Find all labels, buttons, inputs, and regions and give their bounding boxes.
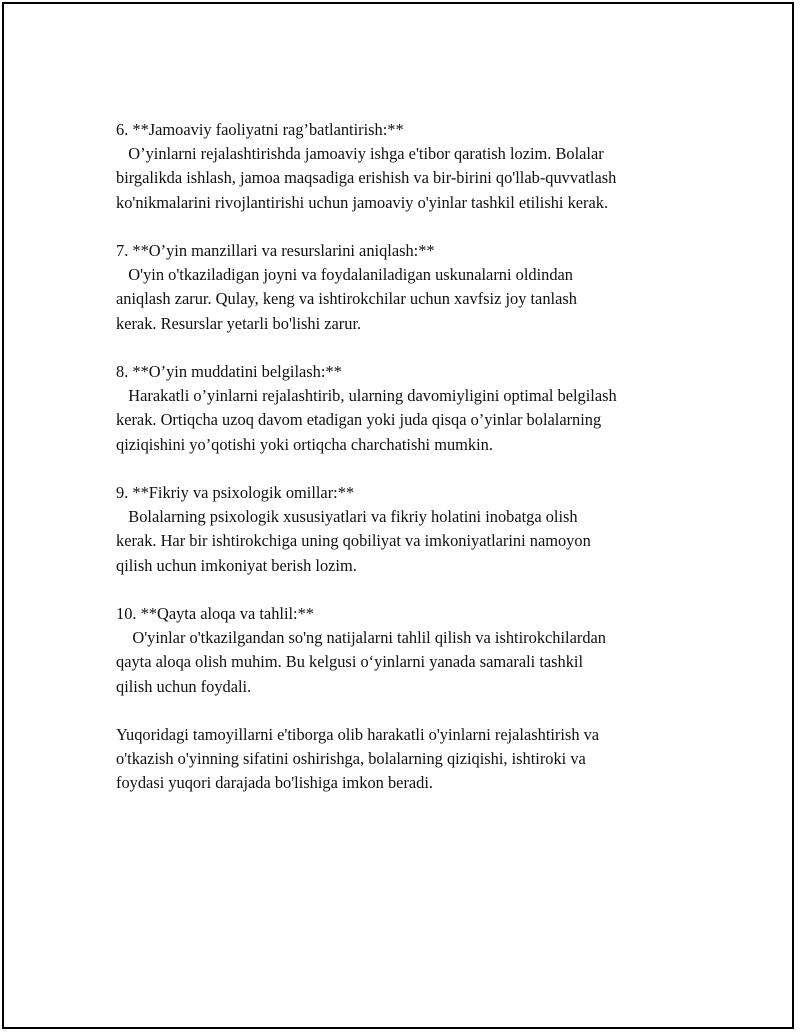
paragraph-line: Harakatli o’yinlarni rejalashtirib, ularning davomiyligini optimal belgilash <box>116 386 617 406</box>
section-heading: 9. **Fikriy va psixologik omillar:** <box>116 483 355 502</box>
section-8 <box>116 360 716 457</box>
paragraph-line: aniqlash zarur. Qulay, keng va ishtirokchilar uchun xavfsiz joy tanlash <box>116 289 577 309</box>
paragraph-line: qiziqishini yo’qotishi yoki ortiqcha charchatishi mumkin. <box>116 434 493 454</box>
paragraph-line: O'yinlar o'tkazilgandan so'ng natijalarni tahlil qilish va ishtirokchilardan <box>116 628 606 648</box>
paragraph-line: birgalikda ishlash, jamoa maqsadiga erishish va bir-birini qo'llab-quvvatlash <box>116 168 617 188</box>
section-6 <box>116 118 716 215</box>
section-heading: 10. **Qayta aloqa va tahlil:** <box>116 604 315 623</box>
paragraph-line: ko'nikmalarini rivojlantirishi uchun jamoaviy o'yinlar tashkil etilishi kerak. <box>116 192 609 212</box>
section-7 <box>116 239 716 336</box>
paragraph-line: kerak. Resurslar yetarli bo'lishi zarur. <box>116 313 362 333</box>
paragraph-line: foydasi yuqori darajada bo'lishiga imkon beradi. <box>116 773 434 793</box>
document-body <box>116 118 716 820</box>
paragraph-line: Yuqoridagi tamoyillarni e'tiborga olib harakatli o'yinlarni rejalashtirish va <box>116 725 600 744</box>
paragraph-line: o'tkazish o'yinning sifatini oshirishga, bolalarning qiziqishi, ishtiroki va <box>116 749 586 769</box>
paragraph-line: O’yinlarni rejalashtirishda jamoaviy ishga e'tibor qaratish lozim. Bolalar <box>116 144 604 164</box>
section-9 <box>116 481 716 578</box>
section-heading: 6. **Jamoaviy faoliyatni rag’batlantirish:** <box>116 120 404 139</box>
section-heading: 7. **O’yin manzillari va resurslarini aniqlash:** <box>116 241 435 260</box>
paragraph-line: qayta aloqa olish muhim. Bu kelgusi o‘yinlarni yanada samarali tashkil <box>116 652 584 672</box>
paragraph-line: qilish uchun imkoniyat berish lozim. <box>116 555 357 575</box>
conclusion-paragraph <box>116 723 716 796</box>
paragraph-line: kerak. Har bir ishtirokchiga uning qobiliyat va imkoniyatlarini namoyon <box>116 531 591 551</box>
paragraph-line: O'yin o'tkaziladigan joyni va foydalaniladigan uskunalarni oldindan <box>116 265 573 285</box>
section-heading: 8. **O’yin muddatini belgilash:** <box>116 362 342 381</box>
paragraph-line: kerak. Ortiqcha uzoq davom etadigan yoki juda qisqa o’yinlar bolalarning <box>116 410 602 430</box>
paragraph-line: Bolalarning psixologik xususiyatlari va fikriy holatini inobatga olish <box>116 507 578 527</box>
paragraph-line: qilish uchun foydali. <box>116 676 252 696</box>
section-10 <box>116 602 716 699</box>
